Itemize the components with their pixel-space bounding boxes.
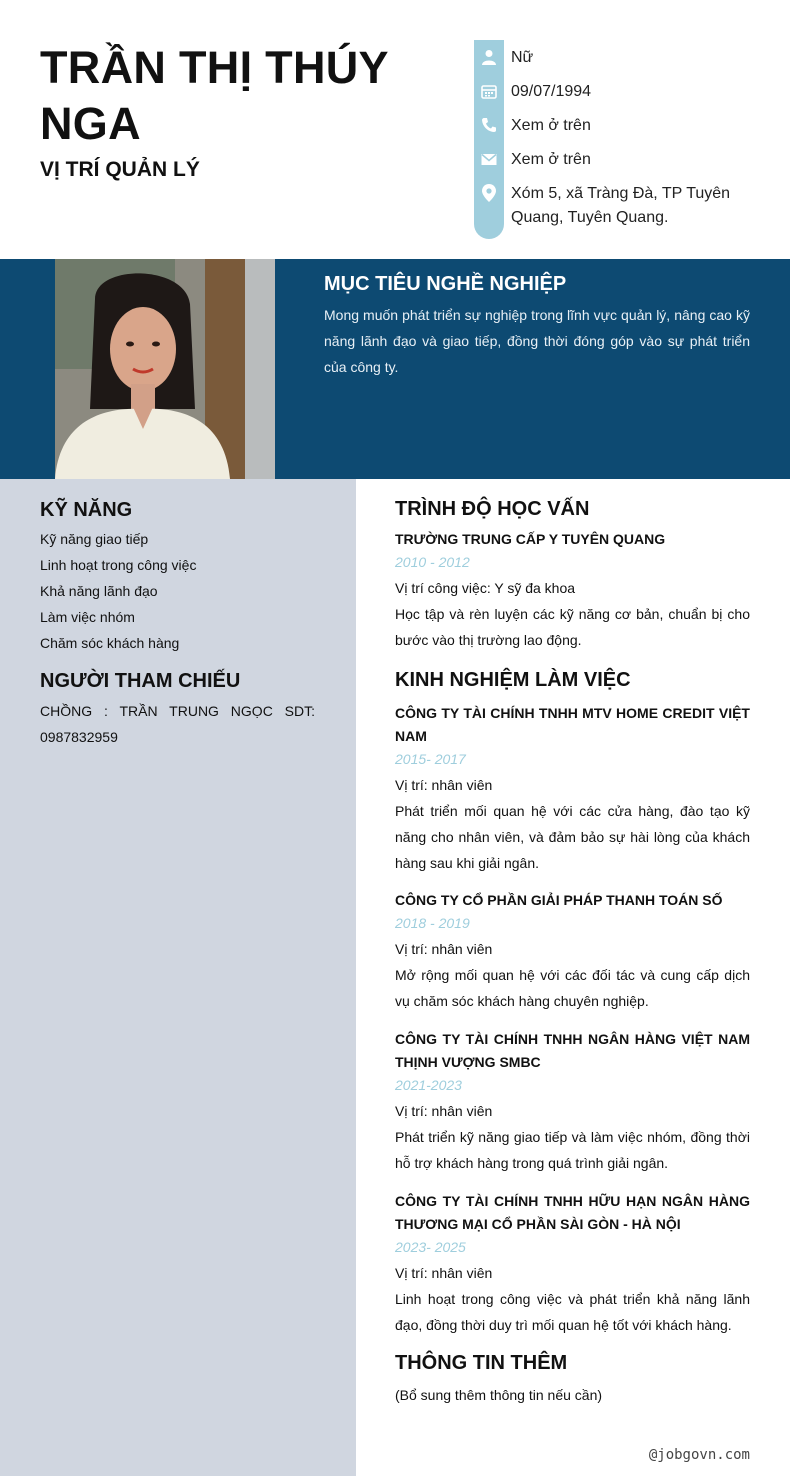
education-position: Vị trí công việc: Y sỹ đa khoa [395, 580, 576, 596]
contact-text: 09/07/1994 [511, 83, 592, 100]
job-entry [395, 1190, 750, 1338]
job-period: 2015- 2017 [395, 751, 466, 767]
phone-icon [474, 114, 504, 136]
skills-title: KỸ NĂNG [40, 499, 133, 521]
job-company: CÔNG TY CỔ PHẦN GIẢI PHÁP THANH TOÁN SỐ [395, 892, 723, 908]
objective-banner [0, 259, 790, 479]
references-title: NGƯỜI THAM CHIẾU [40, 670, 241, 692]
education-description: Học tập và rèn luyện các kỹ năng cơ bản, chuẩn bị cho bước vào thị trường lao động. [395, 606, 750, 648]
job-description: Linh hoạt trong công việc và phát triển khả năng lãnh đạo, đồng thời duy trì mối quan hệ tốt với khách hàng. [395, 1291, 750, 1333]
job-period: 2023- 2025 [395, 1239, 466, 1255]
job-entry [395, 1028, 750, 1176]
calendar-icon [474, 80, 504, 102]
contact-text: Xem ở trên [511, 151, 591, 168]
skill-item: Khả năng lãnh đạo [40, 583, 158, 599]
job-description: Phát triển kỹ năng giao tiếp và làm việc nhóm, đồng thời hỗ trợ khách hàng trong quá trình giải ngân. [395, 1129, 750, 1171]
skill-item: Kỹ năng giao tiếp [40, 531, 149, 547]
job-position: Vị trí: nhân viên [395, 777, 493, 793]
objective-text: Mong muốn phát triển sự nghiệp trong lĩnh vực quản lý, nâng cao kỹ năng lãnh đạo và giao tiếp, đồng thời đóng góp vào sự phát triển của công ty. [324, 307, 750, 375]
contact-birthday [474, 74, 764, 108]
job-position: Vị trí: nhân viên [395, 1265, 493, 1281]
education-title: TRÌNH ĐỘ HỌC VẤN [395, 498, 590, 520]
footer-watermark: @jobgovn.com [648, 1447, 750, 1463]
contact-text: Nữ [511, 49, 534, 66]
job-company: CÔNG TY TÀI CHÍNH TNHH NGÂN HÀNG VIỆT NAM THỊNH VƯỢNG SMBC [395, 1031, 750, 1070]
job-entry [395, 889, 750, 1014]
contact-text: Xóm 5, xã Tràng Đà, TP Tuyên Quang, Tuyên Quang. [511, 185, 731, 226]
left-sidebar [0, 479, 356, 1476]
job-company: CÔNG TY TÀI CHÍNH TNHH HỮU HẠN NGÂN HÀNG THƯƠNG MẠI CỔ PHẦN SÀI GÒN - HÀ NỘI [395, 1193, 750, 1232]
extra-section [395, 1352, 750, 1408]
skill-item: Chăm sóc khách hàng [40, 635, 180, 651]
skill-item: Linh hoạt trong công việc [40, 557, 197, 573]
job-period: 2021-2023 [395, 1077, 462, 1093]
references-text: CHỒNG : TRẦN TRUNG NGỌC SDT: 0987832959 [40, 703, 315, 745]
job-position: Vị trí: nhân viên [395, 941, 493, 957]
education-section [395, 498, 750, 653]
extra-text: (Bổ sung thêm thông tin nếu cần) [395, 1387, 603, 1403]
contact-gender [474, 40, 764, 74]
skills-list [40, 526, 196, 656]
extra-title: THÔNG TIN THÊM [395, 1352, 568, 1374]
job-description: Phát triển mối quan hệ với các cửa hàng, đào tạo kỹ năng cho nhân viên, và đảm bảo sự hài lòng của khách hàng sau khi giải ngân. [395, 803, 750, 871]
experience-title: KINH NGHIỆM LÀM VIỆC [395, 669, 631, 691]
education-school: TRƯỜNG TRUNG CẤP Y TUYÊN QUANG [395, 531, 666, 547]
person-icon [474, 46, 504, 68]
job-period: 2018 - 2019 [395, 915, 470, 931]
skill-item: Làm việc nhóm [40, 609, 135, 625]
resume-header [0, 0, 790, 259]
job-entry [395, 702, 750, 876]
experience-section [395, 669, 750, 692]
objective-title: MỤC TIÊU NGHỀ NGHIỆP [324, 273, 567, 295]
mail-icon [474, 148, 504, 170]
job-company: CÔNG TY TÀI CHÍNH TNHH MTV HOME CREDIT VIỆT NAM [395, 705, 750, 744]
job-position: Vị trí: nhân viên [395, 1103, 493, 1119]
contact-email [474, 142, 764, 176]
location-icon [474, 182, 504, 204]
contact-address [474, 176, 764, 236]
job-description: Mở rộng mối quan hệ với các đối tác và cung cấp dịch vụ chăm sóc khách hàng chuyên nghiệp. [395, 967, 750, 1009]
contact-text: Xem ở trên [511, 117, 591, 134]
contact-phone [474, 108, 764, 142]
education-period: 2010 - 2012 [395, 554, 470, 570]
contact-list [474, 40, 764, 236]
profile-photo [55, 259, 275, 479]
candidate-role: VỊ TRÍ QUẢN LÝ [40, 158, 200, 181]
candidate-name: TRẦN THỊ THÚY NGA [40, 42, 389, 149]
